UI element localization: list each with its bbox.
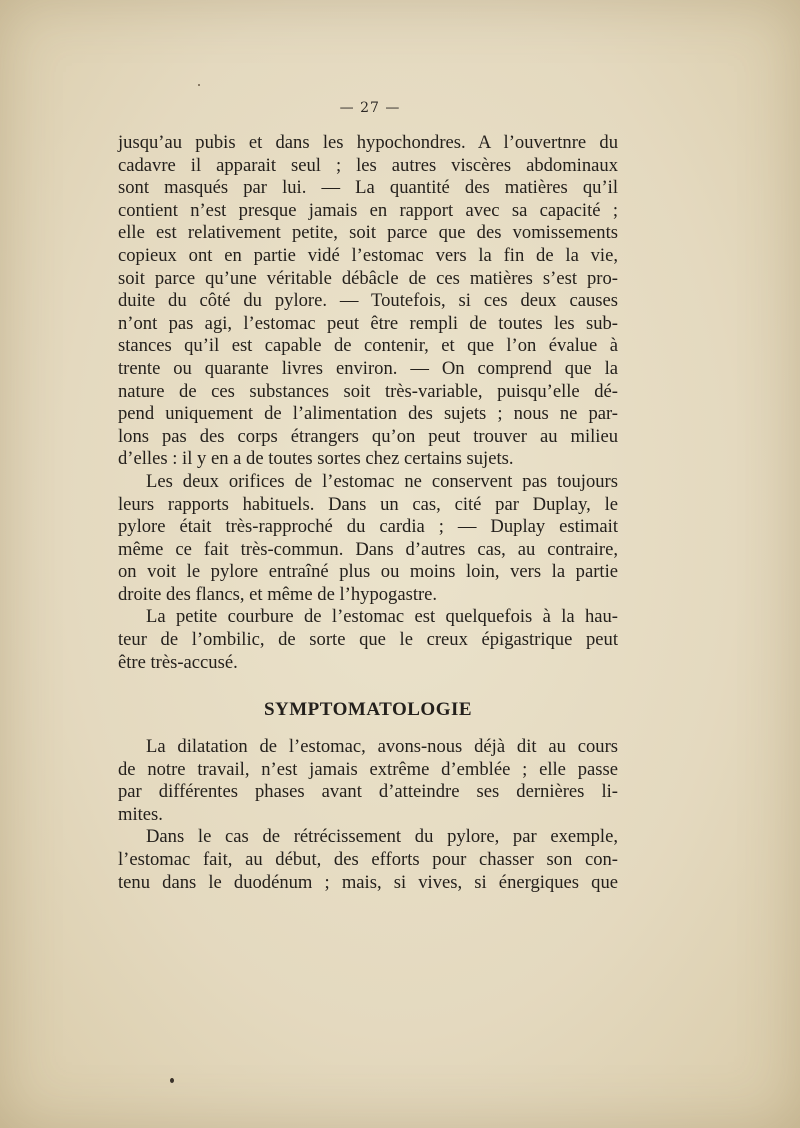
text-line: duite du côté du pylore. — Toutefois, si ces deux causes: [118, 290, 618, 312]
text-line: sont masqués par lui. — La quantité des matières qu’il: [118, 177, 618, 199]
text-line: de notre travail, n’est jamais extrême d’emblée ; elle passe: [118, 758, 618, 780]
section-heading: SYMPTOMATOLOGIE: [263, 699, 473, 720]
text-line: La dilatation de l’estomac, avons-nous déjà dit au cours: [146, 736, 618, 757]
text-line: pend uniquement de l’alimentation des sujets ; nous ne par-: [118, 403, 618, 425]
text-line: Les deux orifices de l’estomac ne conservent pas toujours: [146, 470, 618, 492]
text-line: nature de ces substances soit très-variable, puisqu’elle dé-: [118, 380, 618, 402]
ink-speck: [170, 1078, 174, 1083]
text-line: soit parce qu’une véritable débâcle de ces matières s’est pro-: [118, 267, 618, 289]
text-line: copieux ont en partie vidé l’estomac vers la fin de la vie,: [118, 244, 618, 266]
body-text-block-2: [118, 736, 618, 894]
ink-speck: [198, 84, 200, 86]
text-line: Dans le cas de rétrécissement du pylore, par exemple,: [146, 826, 618, 848]
text-line: par différentes phases avant d’atteindre ses dernières li-: [118, 781, 618, 803]
text-line: La petite courbure de l’estomac est quelquefois à la hau-: [146, 606, 618, 628]
text-line: teur de l’ombilic, de sorte que le creux épigastrique peut: [118, 629, 618, 651]
page-number: — 27 —: [339, 100, 401, 116]
text-line: lons pas des corps étrangers qu’on peut trouver au milieu: [118, 425, 618, 447]
text-line: même ce fait très-commun. Dans d’autres cas, au contraire,: [118, 538, 618, 560]
text-line: jusqu’au pubis et dans les hypochondres. A l’ouvertnre du: [118, 132, 618, 153]
text-line: droite des flancs, et même de l’hypogastre.: [118, 583, 438, 605]
body-text-block-1: [118, 132, 618, 674]
text-line: pylore était très-rapproché du cardia ; — Duplay estimait: [118, 516, 618, 538]
text-line: n’ont pas agi, l’estomac peut être rempli de toutes les sub-: [118, 312, 618, 334]
text-line: contient n’est presque jamais en rapport avec sa capacité ;: [118, 199, 618, 221]
text-line: leurs rapports habituels. Dans un cas, cité par Duplay, le: [118, 493, 618, 515]
text-line: être très-accusé.: [118, 651, 238, 673]
text-line: tenu dans le duodénum ; mais, si vives, si énergiques que: [118, 871, 618, 893]
text-line: cadavre il apparait seul ; les autres viscères abdominaux: [118, 154, 618, 176]
text-line: mites.: [118, 803, 163, 825]
text-line: stances qu’il est capable de contenir, et que l’on évalue à: [118, 335, 618, 357]
text-line: d’elles : il y en a de toutes sortes chez certains sujets.: [118, 448, 514, 470]
text-line: l’estomac fait, au début, des efforts pour chasser son con-: [118, 848, 618, 870]
text-line: elle est relativement petite, soit parce que des vomissements: [118, 222, 618, 244]
text-line: trente ou quarante livres environ. — On comprend que la: [118, 357, 618, 379]
text-line: on voit le pylore entraîné plus ou moins loin, vers la partie: [118, 561, 618, 583]
